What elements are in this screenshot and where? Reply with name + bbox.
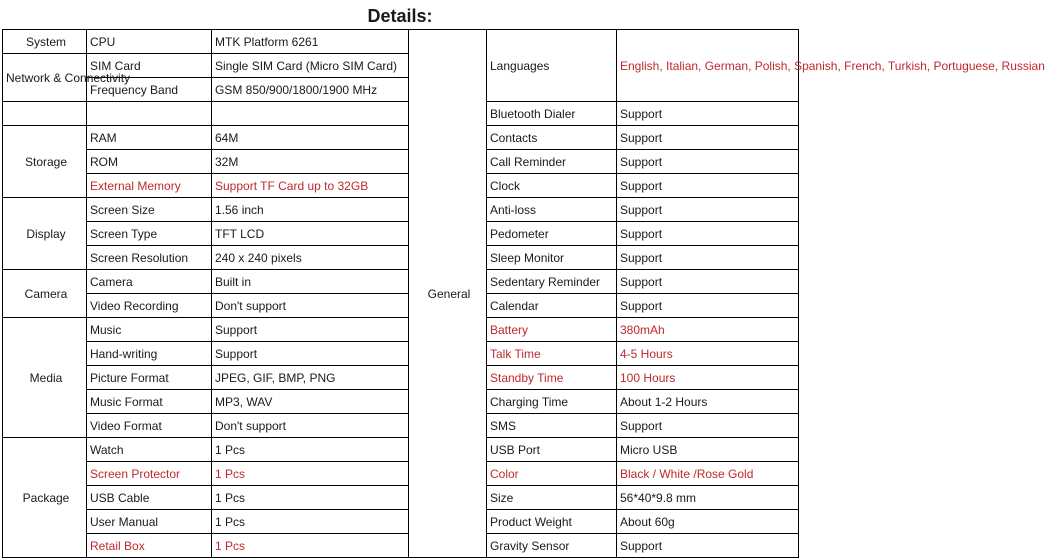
spec-value: Black / White /Rose Gold — [617, 462, 799, 486]
spec-value: 1 Pcs — [212, 462, 409, 486]
languages-value: English, Italian, German, Polish, Spanish, French, Turkish, Portuguese, Russian — [617, 30, 799, 102]
spec-value: MP3, WAV — [212, 390, 409, 414]
spec-value: Support — [617, 222, 799, 246]
spec-label: Picture Format — [87, 366, 212, 390]
category-system: System — [3, 30, 87, 54]
spec-value: Support — [617, 246, 799, 270]
table-row — [3, 438, 799, 462]
spec-label: Retail Box — [87, 534, 212, 558]
spec-label: Video Format — [87, 414, 212, 438]
table-row — [3, 534, 799, 558]
spec-label: Gravity Sensor — [487, 534, 617, 558]
spec-label: ROM — [87, 150, 212, 174]
spec-label: Sedentary Reminder — [487, 270, 617, 294]
spec-label: Standby Time — [487, 366, 617, 390]
table-row — [3, 174, 799, 198]
table-row — [3, 510, 799, 534]
spec-value: 380mAh — [617, 318, 799, 342]
spec-label: External Memory — [87, 174, 212, 198]
spec-value: Micro USB — [617, 438, 799, 462]
spec-label: Pedometer — [487, 222, 617, 246]
table-row — [3, 150, 799, 174]
table-row — [3, 342, 799, 366]
spec-value: Single SIM Card (Micro SIM Card) — [212, 54, 409, 78]
table-row — [3, 414, 799, 438]
table-row — [3, 462, 799, 486]
table-row — [3, 390, 799, 414]
table-row — [3, 246, 799, 270]
spec-label: SMS — [487, 414, 617, 438]
spec-table — [2, 29, 1045, 558]
spec-label: Calendar — [487, 294, 617, 318]
spec-label: Camera — [87, 270, 212, 294]
table-row — [3, 126, 799, 150]
spec-value: Don't support — [212, 294, 409, 318]
spec-value: Support — [617, 174, 799, 198]
spec-value: About 60g — [617, 510, 799, 534]
spec-label: Watch — [87, 438, 212, 462]
spec-value: Support — [617, 534, 799, 558]
spec-value: Support — [617, 270, 799, 294]
empty-cell — [3, 102, 87, 126]
spec-label: User Manual — [87, 510, 212, 534]
spec-value: TFT LCD — [212, 222, 409, 246]
spec-value — [212, 102, 409, 126]
spec-value: 240 x 240 pixels — [212, 246, 409, 270]
spec-value: Support TF Card up to 32GB — [212, 174, 409, 198]
spec-label: Battery — [487, 318, 617, 342]
spec-value: Support — [617, 102, 799, 126]
spec-value: Support — [617, 414, 799, 438]
spec-value: 4-5 Hours — [617, 342, 799, 366]
spec-label: Music — [87, 318, 212, 342]
table-row — [3, 294, 799, 318]
spec-value: 1 Pcs — [212, 486, 409, 510]
spec-value: Support — [212, 318, 409, 342]
spec-label: Screen Type — [87, 222, 212, 246]
category-storage: Storage — [3, 126, 87, 198]
category-media: Media — [3, 318, 87, 438]
spec-label: Size — [487, 486, 617, 510]
spec-label: Hand-writing — [87, 342, 212, 366]
table-row — [3, 30, 799, 54]
category-network: Network & Connectivity — [3, 54, 87, 102]
spec-value: Built in — [212, 270, 409, 294]
category-package: Package — [3, 438, 87, 558]
spec-label: Screen Protector — [87, 462, 212, 486]
table-row — [3, 486, 799, 510]
spec-label: Talk Time — [487, 342, 617, 366]
spec-label: SIM Card — [87, 54, 212, 78]
table-row — [3, 366, 799, 390]
spec-value: Don't support — [212, 414, 409, 438]
category-display: Display — [3, 198, 87, 270]
spec-value: 56*40*9.8 mm — [617, 486, 799, 510]
spec-value: GSM 850/900/1800/1900 MHz — [212, 78, 409, 102]
spec-label: Screen Resolution — [87, 246, 212, 270]
spec-label: Video Recording — [87, 294, 212, 318]
page-title: Details: — [367, 6, 433, 26]
table-row — [3, 222, 799, 246]
spec-value: MTK Platform 6261 — [212, 30, 409, 54]
spec-label: Call Reminder — [487, 150, 617, 174]
spec-value: 1 Pcs — [212, 534, 409, 558]
spec-label: RAM — [87, 126, 212, 150]
spec-value: Support — [617, 150, 799, 174]
table-row — [3, 198, 799, 222]
spec-value: 1.56 inch — [212, 198, 409, 222]
spec-value: 100 Hours — [617, 366, 799, 390]
spec-label: Product Weight — [487, 510, 617, 534]
table-row — [3, 318, 799, 342]
spec-value: About 1-2 Hours — [617, 390, 799, 414]
spec-label: Bluetooth Dialer — [487, 102, 617, 126]
spec-label: Charging Time — [487, 390, 617, 414]
spec-value: Support — [212, 342, 409, 366]
spec-label — [87, 102, 212, 126]
category-camera: Camera — [3, 270, 87, 318]
spec-label: CPU — [87, 30, 212, 54]
spec-label: Anti-loss — [487, 198, 617, 222]
spec-label: USB Cable — [87, 486, 212, 510]
spec-value: 32M — [212, 150, 409, 174]
spec-value: 1 Pcs — [212, 438, 409, 462]
spec-label: USB Port — [487, 438, 617, 462]
spec-value: 1 Pcs — [212, 510, 409, 534]
spec-value: Support — [617, 294, 799, 318]
spec-value: Support — [617, 198, 799, 222]
spec-label: Screen Size — [87, 198, 212, 222]
category-general: General — [409, 30, 487, 558]
spec-label: Contacts — [487, 126, 617, 150]
table-row — [3, 102, 799, 126]
spec-value: JPEG, GIF, BMP, PNG — [212, 366, 409, 390]
spec-label: Music Format — [87, 390, 212, 414]
spec-label: Clock — [487, 174, 617, 198]
spec-label: Languages — [487, 30, 617, 102]
spec-value: Support — [617, 126, 799, 150]
spec-label: Color — [487, 462, 617, 486]
spec-label: Sleep Monitor — [487, 246, 617, 270]
table-row — [3, 270, 799, 294]
spec-value: 64M — [212, 126, 409, 150]
spec-label: Frequency Band — [87, 78, 212, 102]
